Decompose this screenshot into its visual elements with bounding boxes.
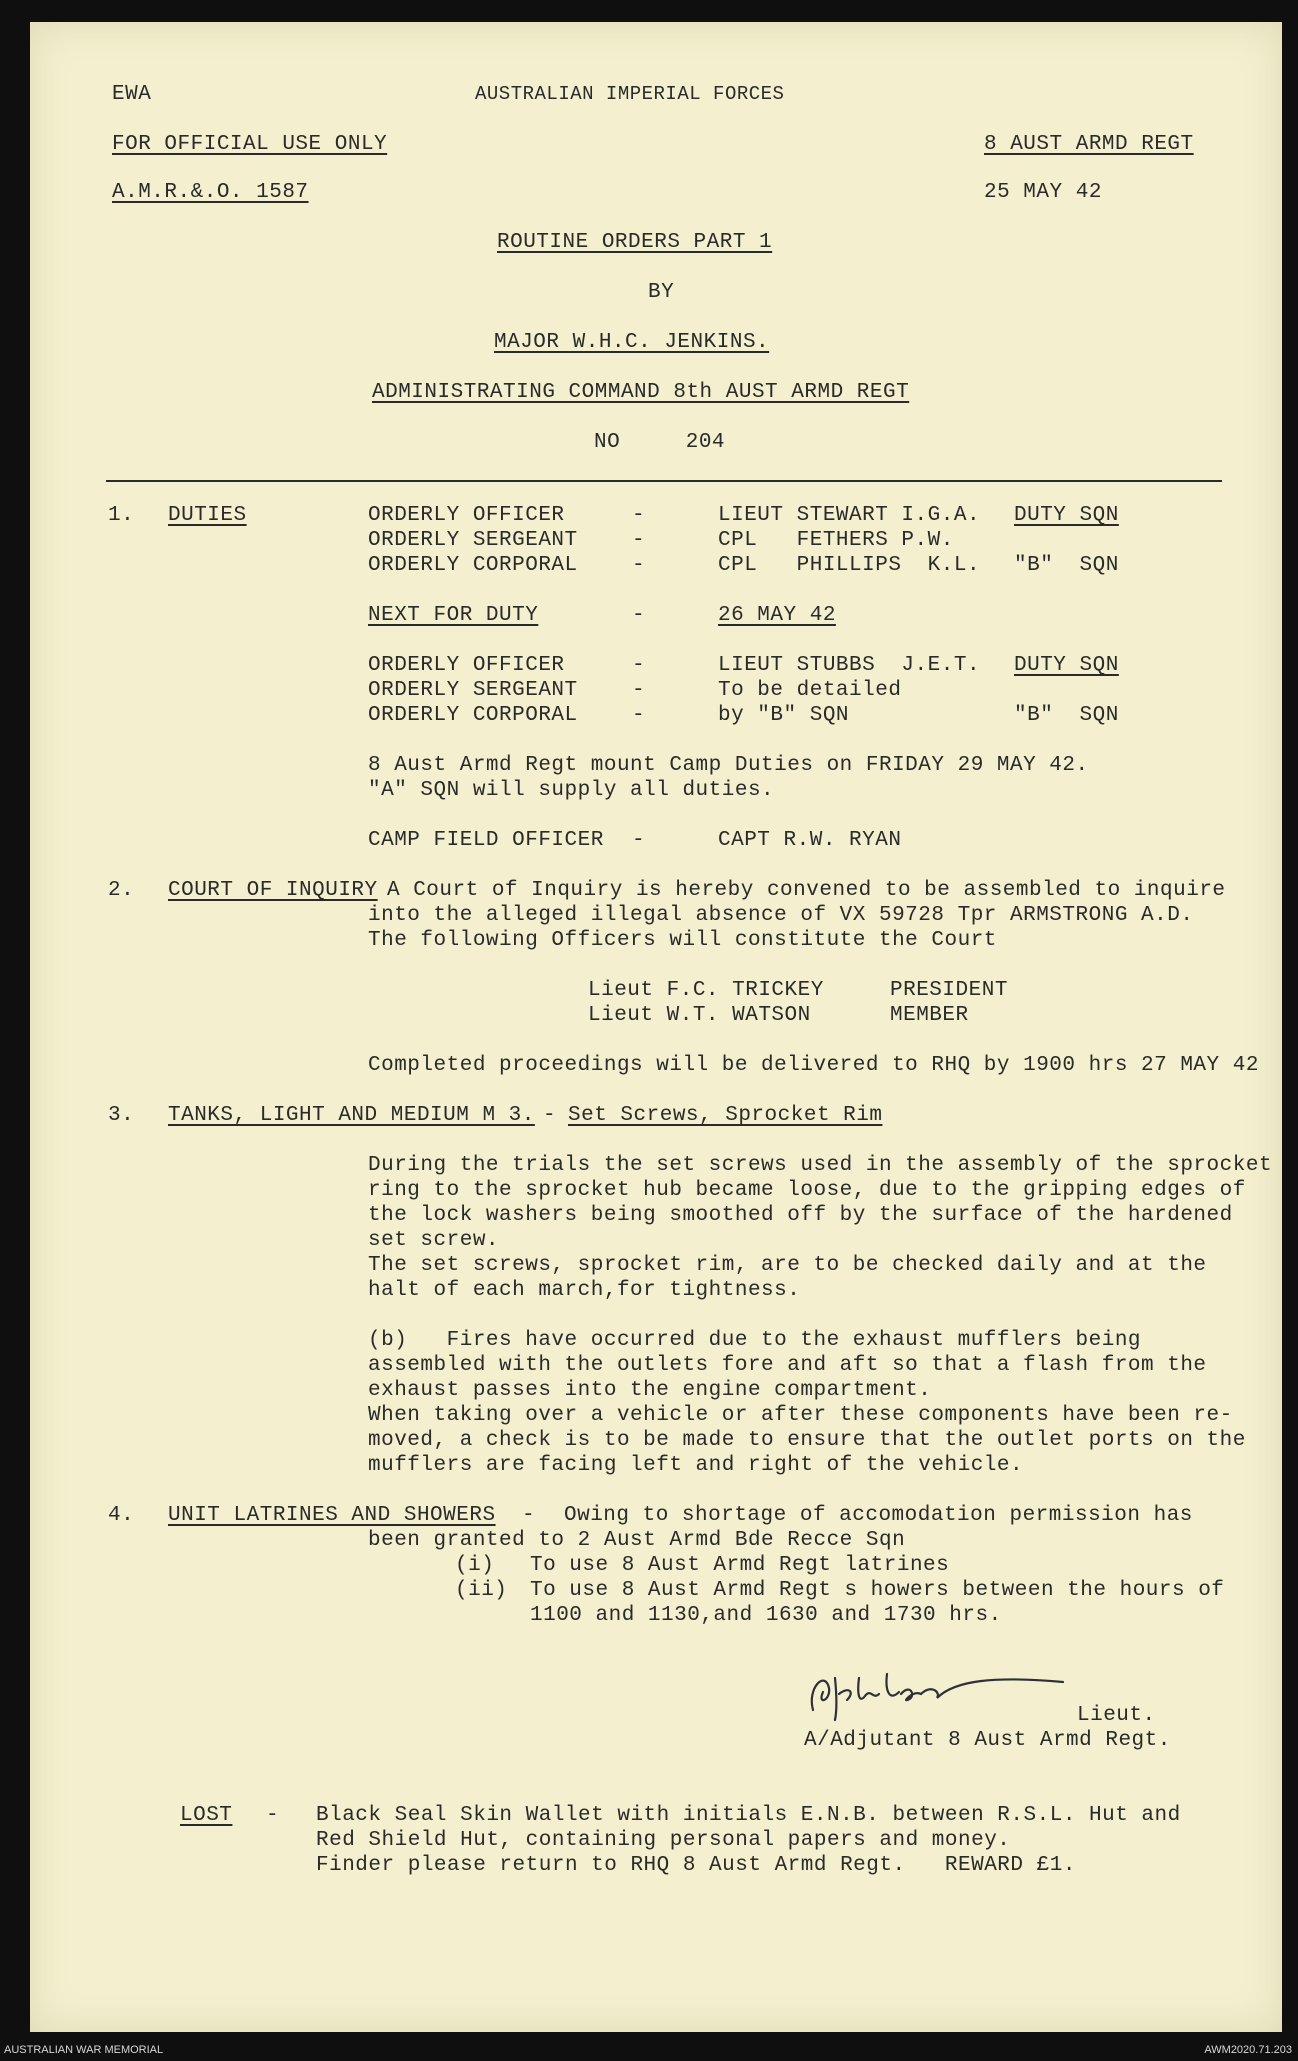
s4-dash: - [522,1504,536,1527]
s4-text: Owing to shortage of accomodation permission has [564,1504,1193,1527]
court-member-role: PRESIDENT [890,979,1008,1002]
duty-dash: - [632,679,646,702]
s4-heading: UNIT LATRINES AND SHOWERS [168,1504,496,1527]
camp-field-officer-dash: - [632,829,646,852]
camp-field-officer-label: CAMP FIELD OFFICER [368,829,604,852]
duty-name: CPL PHILLIPS K.L. [718,554,981,577]
lost-text: Red Shield Hut, containing personal papers and money. [316,1829,1011,1852]
header-rule [106,480,1222,482]
next-for-duty-date: 26 MAY 42 [718,604,836,627]
duty-role: ORDERLY OFFICER [368,654,565,677]
s3-text: set screw. [368,1229,500,1252]
duty-sqn: DUTY SQN [1014,504,1119,527]
header-code: EWA [112,83,152,106]
signature-title: A/Adjutant 8 Aust Armd Regt. [804,1729,1171,1752]
duty-name: LIEUT STEWART I.G.A. [718,504,981,527]
lost-label: LOST [180,1804,233,1827]
court-member-role: MEMBER [890,1004,969,1027]
s1-heading: DUTIES [168,504,247,527]
title-number: NO 204 [594,431,726,454]
archive-reference: AWM2020.71.203 [1204,2044,1292,2056]
camp-duties-line: 8 Aust Armd Regt mount Camp Duties on FRIDAY 29 MAY 42. [368,754,1089,777]
duty-sqn: DUTY SQN [1014,654,1119,677]
s3-text: exhaust passes into the engine compartment. [368,1379,932,1402]
duty-dash: - [632,704,646,727]
s1-num: 1. [108,504,135,527]
s3-text: ring to the sprocket hub became loose, due to the gripping edges of [368,1179,1246,1202]
lost-text: Finder please return to RHQ 8 Aust Armd Regt. REWARD £1. [316,1854,1076,1877]
lost-text: Black Seal Skin Wallet with initials E.N.B. between R.S.L. Hut and [316,1804,1181,1827]
s4-num: 4. [108,1504,135,1527]
next-for-duty-label: NEXT FOR DUTY [368,604,539,627]
next-for-duty-dash: - [632,604,646,627]
header-date: 25 MAY 42 [984,181,1102,204]
s3-text: the lock washers being smoothed off by the surface of the hardened [368,1204,1233,1227]
duty-role: ORDERLY SERGEANT [368,529,578,552]
s4-item-text: 1100 and 1130,and 1630 and 1730 hrs. [530,1604,1002,1627]
camp-duties-line: "A" SQN will supply all duties. [368,779,775,802]
duty-name: by "B" SQN [718,704,850,727]
s4-text: been granted to 2 Aust Armd Bde Recce Sqn [368,1529,906,1552]
header-official: FOR OFFICIAL USE ONLY [112,133,388,156]
s3-heading: TANKS, LIGHT AND MEDIUM M 3. [168,1104,535,1127]
header-unit: 8 AUST ARMD REGT [984,133,1194,156]
duty-dash: - [632,504,646,527]
s3-text: During the trials the set screws used in the assembly of the sprocket [368,1154,1273,1177]
duty-role: ORDERLY CORPORAL [368,554,578,577]
duty-dash: - [632,654,646,677]
s3-num: 3. [108,1104,135,1127]
s3-dash: - [543,1104,557,1127]
title-command: ADMINISTRATING COMMAND 8th AUST ARMD REGT [372,381,910,404]
s3-text: assembled with the outlets fore and aft so that a flash from the [368,1354,1207,1377]
s3-text: moved, a check is to be made to ensure that the outlet ports on the [368,1429,1246,1452]
court-member-name: Lieut F.C. TRICKEY [588,979,824,1002]
title-major: MAJOR W.H.C. JENKINS. [494,331,770,354]
s4-item-num: (ii) [455,1579,508,1602]
s4-item-text: To use 8 Aust Armd Regt latrines [530,1554,950,1577]
duty-sqn: "B" SQN [1014,554,1119,577]
s4-item-text: To use 8 Aust Armd Regt s howers between the hours of [530,1579,1225,1602]
s2-text: Completed proceedings will be delivered to RHQ by 1900 hrs 27 MAY 42 [368,1054,1259,1077]
archive-credit: AUSTRALIAN WAR MEMORIAL [4,2044,164,2056]
header-ref: A.M.R.&.O. 1587 [112,181,309,204]
s2-text: A Court of Inquiry is hereby convened to be assembled to inquire [387,879,1226,902]
s2-text: into the alleged illegal absence of VX 59728 Tpr ARMSTRONG A.D. [368,904,1194,927]
lost-dash: - [266,1804,280,1827]
duty-dash: - [632,554,646,577]
s3-text: When taking over a vehicle or after these components have been re- [368,1404,1233,1427]
duty-name: CPL FETHERS P.W. [718,529,954,552]
s2-num: 2. [108,879,135,902]
s3-subheading: Set Screws, Sprocket Rim [568,1104,883,1127]
s3-text: halt of each march,for tightness. [368,1279,801,1302]
s2-text: The following Officers will constitute the Court [368,929,997,952]
duty-dash: - [632,529,646,552]
duty-name: LIEUT STUBBS J.E.T. [718,654,981,677]
title-by: BY [648,281,675,304]
s4-item-num: (i) [455,1554,495,1577]
duty-name: To be detailed [718,679,902,702]
duty-role: ORDERLY CORPORAL [368,704,578,727]
duty-sqn: "B" SQN [1014,704,1119,727]
duty-role: ORDERLY OFFICER [368,504,565,527]
header-forces: AUSTRALIAN IMPERIAL FORCES [475,83,785,105]
court-member-name: Lieut W.T. WATSON [588,1004,811,1027]
s3-text: The set screws, sprocket rim, are to be checked daily and at the [368,1254,1207,1277]
s3-text: (b) Fires have occurred due to the exhaust mufflers being [368,1329,1142,1352]
s2-heading: COURT OF INQUIRY [168,879,378,902]
duty-role: ORDERLY SERGEANT [368,679,578,702]
s3-text: mufflers are facing left and right of the vehicle. [368,1454,1024,1477]
title-routine-orders: ROUTINE ORDERS PART 1 [497,231,773,254]
camp-field-officer-name: CAPT R.W. RYAN [718,829,902,852]
handwritten-signature [795,1648,1075,1728]
signature-rank: Lieut. [1077,1704,1156,1727]
